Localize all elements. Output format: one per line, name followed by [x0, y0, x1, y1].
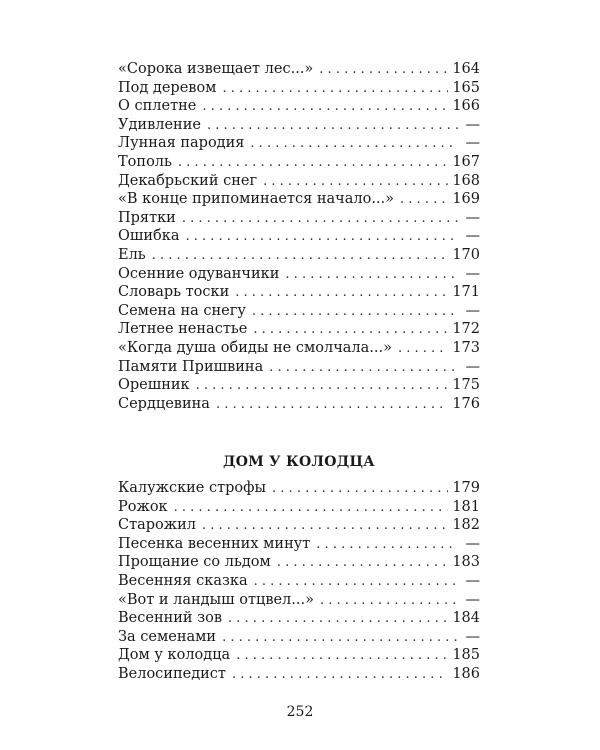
toc-entry — [118, 516, 480, 535]
toc-entry — [118, 116, 480, 135]
toc-leader-dots — [319, 61, 448, 80]
toc-entry-page: 183 — [452, 554, 480, 571]
toc-entry-page: — — [465, 265, 480, 282]
toc-entry — [118, 395, 480, 414]
toc-entry — [118, 665, 480, 684]
toc-entry-title: Ошибка — [118, 228, 180, 245]
toc-list-section-two — [118, 479, 480, 684]
toc-entry-title: Словарь тоски — [118, 284, 230, 301]
toc-entry — [118, 302, 480, 321]
toc-entry-title: Орешник — [118, 377, 190, 394]
toc-leader-dots — [277, 554, 449, 573]
toc-entry-page: 165 — [452, 79, 480, 96]
toc-entry — [118, 227, 480, 246]
toc-entry-page: 172 — [452, 321, 480, 338]
toc-entry-page: — — [465, 302, 480, 319]
toc-entry — [118, 535, 480, 554]
toc-leader-dots — [235, 284, 448, 303]
toc-entry — [118, 376, 480, 395]
toc-entry-page: 169 — [452, 191, 480, 208]
toc-entry-page: 166 — [452, 98, 480, 115]
toc-entry-page: 164 — [452, 61, 480, 77]
toc-leader-dots — [216, 396, 448, 415]
toc-leader-dots — [254, 573, 458, 592]
toc-entry — [118, 153, 480, 172]
toc-entry — [118, 79, 480, 98]
toc-leader-dots — [196, 377, 449, 396]
toc-entry — [118, 479, 480, 498]
toc-entry-title: Тополь — [118, 153, 172, 170]
toc-entry-title: Семена на снегу — [118, 302, 246, 319]
toc-entry-page: 176 — [452, 395, 480, 412]
toc-entry-page: — — [465, 572, 480, 589]
toc-leader-dots — [185, 228, 458, 247]
toc-entry — [118, 339, 480, 358]
toc-entry — [118, 646, 480, 665]
toc-entry — [118, 60, 480, 79]
toc-entry-page: 185 — [452, 647, 480, 664]
toc-entry-title: Старожил — [118, 517, 196, 534]
toc-leader-dots — [152, 247, 449, 266]
toc-entry — [118, 498, 480, 517]
toc-entry-page: 181 — [452, 498, 480, 515]
toc-leader-dots — [253, 321, 448, 340]
toc-leader-dots — [398, 340, 448, 359]
toc-entry — [118, 320, 480, 339]
toc-leader-dots — [236, 647, 448, 666]
toc-entry-page: — — [465, 628, 480, 645]
toc-entry — [118, 591, 480, 610]
toc-entry-title: О сплетне — [118, 98, 197, 115]
toc-entry-page: 186 — [452, 665, 480, 682]
toc-entry-title: Лунная пародия — [118, 135, 245, 152]
toc-entry-page: — — [465, 135, 480, 152]
section-heading: ДОМ У КОЛОДЦА — [222, 454, 376, 470]
toc-leader-dots — [250, 135, 458, 154]
toc-entry — [118, 265, 480, 284]
page-number: 252 — [286, 704, 314, 720]
toc-entry — [118, 190, 480, 209]
toc-entry-title: Прощание со льдом — [118, 554, 271, 571]
toc-entry-title: За семенами — [118, 628, 217, 645]
toc-entry-page: 175 — [452, 377, 480, 394]
toc-entry-title: Прятки — [118, 209, 176, 226]
toc-leader-dots — [316, 536, 458, 555]
toc-entry-title: Весенний зов — [118, 610, 223, 627]
toc-leader-dots — [285, 266, 458, 285]
toc-leader-dots — [320, 592, 458, 611]
toc-leader-dots — [178, 154, 448, 173]
toc-entry-title: Весенняя сказка — [118, 572, 248, 589]
toc-leader-dots — [222, 629, 458, 648]
toc-entry-title: Песенка весенних минут — [118, 535, 311, 552]
toc-entry — [118, 172, 480, 191]
toc-entry — [118, 572, 480, 591]
toc-entry — [118, 209, 480, 228]
toc-entry-page: 173 — [452, 339, 480, 356]
toc-entry-title: Удивление — [118, 116, 201, 133]
toc-entry — [118, 358, 480, 377]
toc-entry-title: Рожок — [118, 498, 168, 515]
toc-entry — [118, 97, 480, 116]
toc-leader-dots — [207, 117, 458, 136]
toc-entry-title: Дом у колодца — [118, 647, 231, 664]
toc-entry-page: — — [465, 209, 480, 226]
toc-entry-title: Калужские строфы — [118, 480, 267, 496]
toc-entry — [118, 134, 480, 153]
toc-entry — [118, 246, 480, 265]
toc-entry-title: Ель — [118, 246, 146, 263]
toc-leader-dots — [252, 303, 458, 322]
toc-entry-title: Сердцевина — [118, 395, 210, 412]
toc-entry — [118, 283, 480, 302]
toc-leader-dots — [400, 191, 448, 210]
toc-entry-title: Велосипедист — [118, 665, 226, 682]
toc-entry-page: 167 — [452, 153, 480, 170]
toc-entry — [118, 609, 480, 628]
toc-entry-title: Летнее ненастье — [118, 321, 248, 338]
toc-entry-page: 179 — [452, 480, 480, 496]
toc-entry-page: 170 — [452, 246, 480, 263]
toc-entry — [118, 628, 480, 647]
toc-leader-dots — [272, 480, 448, 499]
toc-leader-dots — [232, 666, 448, 685]
toc-entry-title: Памяти Пришвина — [118, 358, 264, 375]
toc-entry-page: — — [465, 591, 480, 608]
toc-entry-title: «Вот и ландыш отцвел...» — [118, 591, 314, 608]
toc-entry-title: «В конце припоминается начало...» — [118, 191, 395, 208]
toc-leader-dots — [269, 359, 458, 378]
toc-list-section-one — [118, 60, 480, 413]
toc-entry-page: — — [465, 228, 480, 245]
toc-entry-page: 184 — [452, 610, 480, 627]
toc-leader-dots — [263, 173, 448, 192]
toc-leader-dots — [182, 210, 458, 229]
toc-leader-dots — [202, 98, 448, 117]
toc-entry-page: — — [465, 535, 480, 552]
toc-entry-title: Под деревом — [118, 79, 217, 96]
toc-entry-title: «Сорока извещает лес...» — [118, 61, 314, 77]
toc-entry-page: — — [465, 358, 480, 375]
toc-leader-dots — [174, 499, 449, 518]
toc-leader-dots — [228, 610, 448, 629]
toc-entry-page: 171 — [452, 284, 480, 301]
toc-entry-title: Декабрьский снег — [118, 172, 258, 189]
toc-entry-page: — — [465, 116, 480, 133]
toc-leader-dots — [202, 517, 448, 536]
toc-entry-title: «Когда душа обиды не смолчала...» — [118, 339, 392, 356]
toc-entry-title: Осенние одуванчики — [118, 265, 280, 282]
toc-entry-page: 182 — [452, 517, 480, 534]
toc-entry — [118, 553, 480, 572]
toc-leader-dots — [222, 80, 448, 99]
toc-entry-page: 168 — [452, 172, 480, 189]
